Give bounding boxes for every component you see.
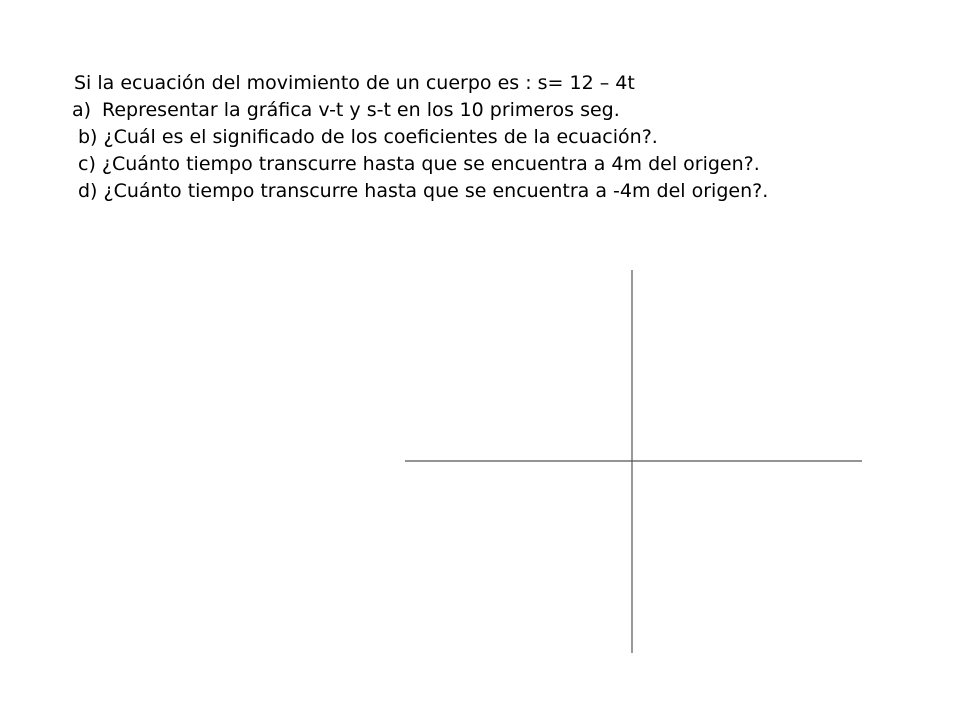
problem-statement: Si la ecuación del movimiento de un cuerpo es : s= 12 – 4t	[74, 72, 635, 94]
problem-item-c: c) ¿Cuánto tiempo transcurre hasta que se encuentra a 4m del origen?.	[78, 153, 760, 175]
item-a-text: Representar la gráfica v-t y s-t en los 10 primeros seg.	[102, 99, 620, 121]
problem-item-b: b) ¿Cuál es el significado de los coeficientes de la ecuación?.	[78, 126, 658, 148]
problem-item-d: d) ¿Cuánto tiempo transcurre hasta que se encuentra a -4m del origen?.	[78, 180, 769, 202]
item-a-marker: a)	[72, 99, 92, 121]
